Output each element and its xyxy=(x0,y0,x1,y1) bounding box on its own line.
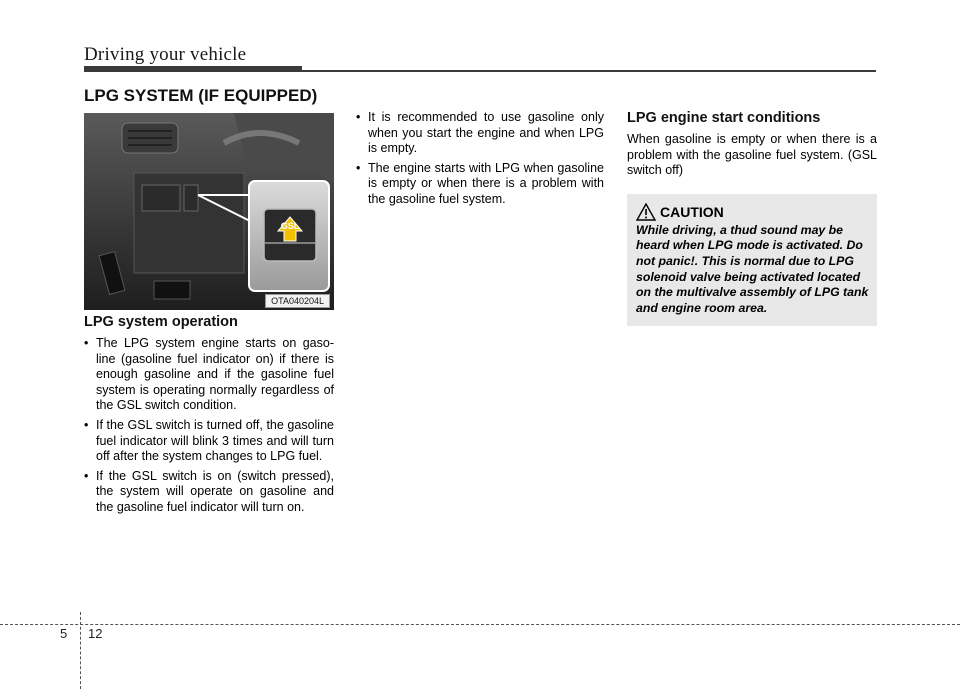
start-conditions-section xyxy=(627,110,877,326)
list-item: • If the GSL switch is turned off, the gasoline fuel indicator will blink 3 times and will turn off after the system changes to LPG fuel. xyxy=(84,418,334,465)
dashboard-illustration xyxy=(84,113,334,310)
middle-column xyxy=(356,110,604,212)
chapter-number: 5 xyxy=(60,626,68,641)
list-item: • The engine starts with LPG when gasoline is empty or when there is a problem with the gasoline fuel system. xyxy=(356,161,604,208)
page-number: 12 xyxy=(88,626,103,641)
section-header: Driving your vehicle xyxy=(84,44,247,65)
figure-caption: OTA040204L xyxy=(265,294,330,308)
caution-box xyxy=(627,194,877,327)
gsl-switch-label: GSL xyxy=(280,221,300,231)
middle-list xyxy=(356,110,604,208)
page-title: LPG SYSTEM (IF EQUIPPED) xyxy=(84,86,318,105)
start-conditions-heading: LPG engine start conditions xyxy=(627,110,821,126)
list-item: • The LPG system engine starts on gaso-line (gasoline fuel indicator on) if there is enough gasoline and if the gasoline fuel system is operating normally regardless of the GSL switch condition. xyxy=(84,336,334,414)
header-rule-thin xyxy=(302,70,876,72)
list-item: • It is recommended to use gasoline only when you start the engine and when LPG is empty. xyxy=(356,110,604,157)
header-rule-thick xyxy=(84,66,302,72)
operation-list xyxy=(84,336,334,516)
caution-header xyxy=(636,203,869,221)
start-conditions-text: When gasoline is empty or when there is a problem with the gasoline fuel system. (GSL switch off) xyxy=(627,132,877,178)
caution-text: While driving, a thud sound may be heard when LPG mode is activated. Do not panic!. This is normal due to LPG solenoid valve being activated located on the multivalve assembly of LPG tank and engine room area. xyxy=(636,222,869,315)
gsl-switch-photo xyxy=(84,113,334,310)
footer-divider xyxy=(0,624,960,625)
footer-vertical-divider xyxy=(80,612,81,689)
caution-title: CAUTION xyxy=(660,203,724,220)
list-item: • If the GSL switch is on (switch pressed), the system will operate on gasoline and the gasoline fuel indicator will turn on. xyxy=(84,469,334,516)
warning-triangle-icon xyxy=(636,203,656,221)
operation-heading: LPG system operation xyxy=(84,314,238,330)
operation-section xyxy=(84,314,334,520)
